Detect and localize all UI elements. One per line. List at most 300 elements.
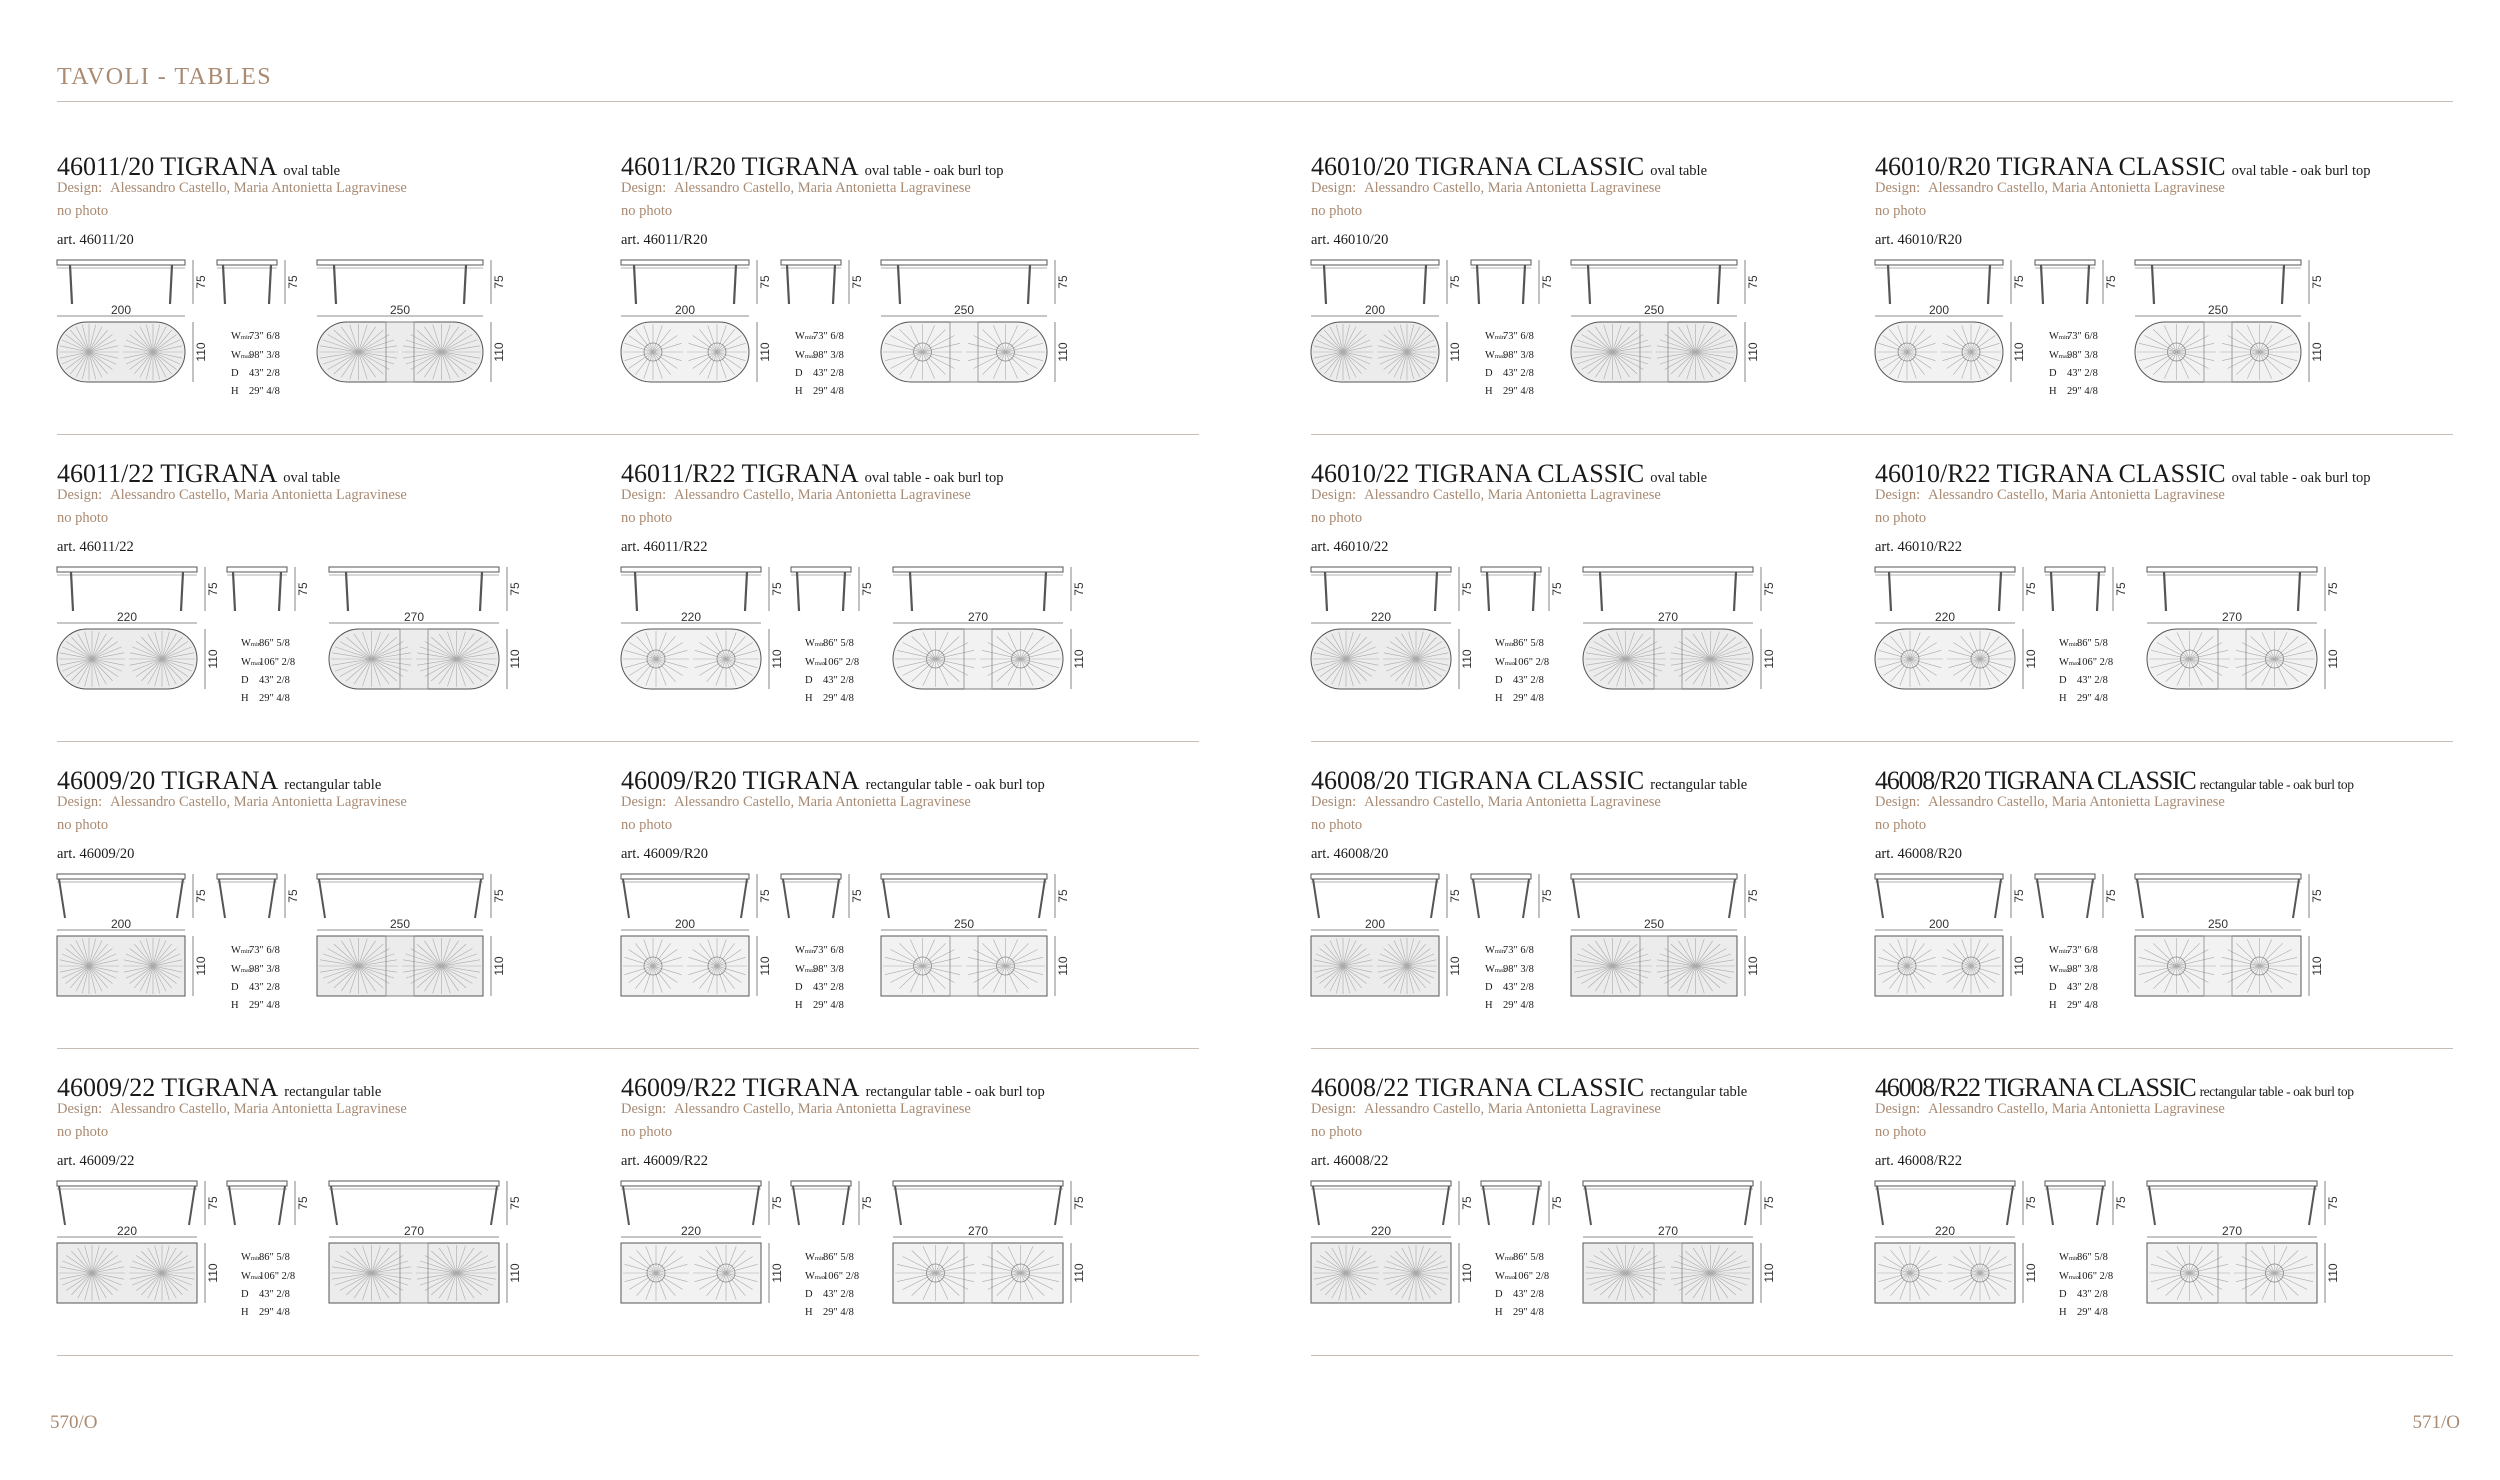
designer-credit [1311,180,1661,197]
height-dimension-label: 75 [492,275,506,289]
designer-label: Design: [1875,487,1921,503]
technical-drawing [1875,874,2375,1019]
spec-height: 29" 4/8 [823,692,854,704]
side-view-top [781,874,841,879]
product-name: 46010/R22 TIGRANA CLASSIC [1875,459,2226,488]
height-dimension-label: 75 [770,1196,784,1210]
spec-wmax-key: Wmax [241,1270,263,1282]
plan-view-small-width-label: 220 [1934,1224,1956,1238]
height-dimension-label: 75 [2326,1196,2340,1210]
height-dimension-label: 75 [758,889,772,903]
product-card [1875,152,2435,452]
product-title [1875,459,2371,489]
photo-note: no photo [621,203,673,219]
photo-note: no photo [57,203,109,219]
designer-names: Alessandro Castello, Maria Antonietta Lagravinese [674,794,971,810]
plan-view-small-depth-label: 110 [2012,342,2026,362]
front-view-small-top [1875,260,2003,265]
plan-view-large-depth-label: 110 [2310,342,2324,362]
front-view-large-legs [319,879,481,918]
plan-view-large-depth-label: 110 [492,342,506,362]
front-view-large-top [1571,260,1737,265]
spec-list [1495,1249,1549,1321]
side-view-top [2045,567,2105,572]
product-title [621,152,1004,182]
front-view-small-top [1311,260,1439,265]
product-name: 46010/22 TIGRANA CLASSIC [1311,459,1645,488]
photo-note: no photo [57,1124,109,1140]
spec-depth: 43" 2/8 [2067,368,2098,379]
product-name: 46011/20 TIGRANA [57,152,278,181]
spec-wmax-key: Wmax [795,963,817,975]
plan-view-small-width-label: 200 [1364,303,1386,317]
side-view-top [791,567,851,572]
spec-d-key: D [805,1289,813,1300]
plan-view-large-depth-label: 110 [2310,956,2324,976]
designer-names: Alessandro Castello, Maria Antonietta Lagravinese [1364,487,1661,503]
technical-drawing [621,260,1121,405]
spec-wmax: 106" 2/8 [259,1270,296,1282]
front-view-small-top [57,567,197,572]
product-description: oval table - oak burl top [864,163,1004,179]
product-name: 46010/20 TIGRANA CLASSIC [1311,152,1645,181]
height-dimension-label: 75 [1540,889,1554,903]
designer-label: Design: [1311,180,1357,196]
plan-view-large-depth-label: 110 [508,649,522,669]
plan-view-small-depth-label: 110 [758,956,772,976]
spec-depth: 43" 2/8 [259,675,290,686]
front-view-large-top [893,567,1063,572]
designer-credit [621,794,971,811]
spec-wmax: 106" 2/8 [1513,656,1550,668]
plan-view-small-width-label: 200 [674,917,696,931]
height-dimension-label: 75 [2114,1196,2128,1210]
product-description: oval table - oak burl top [2231,163,2371,179]
photo-note: no photo [621,817,673,833]
technical-drawing [1875,1181,2375,1326]
front-view-large-top [329,1181,499,1186]
plan-view-large-depth-label: 110 [1746,342,1760,362]
spec-wmax: 98" 3/8 [2067,349,2098,361]
spec-wmax-key: Wmax [1485,349,1507,361]
height-dimension-label: 75 [1746,275,1760,289]
row-divider [1311,741,2453,742]
photo-note: no photo [1875,203,1927,219]
front-view-small-top [621,260,749,265]
spec-d-key: D [1485,982,1493,993]
article-number: art. 46011/R22 [621,539,708,555]
designer-label: Design: [57,794,103,810]
plan-view-small-width-label: 220 [1370,610,1392,624]
designer-label: Design: [1875,794,1921,810]
height-dimension-label: 75 [296,1196,310,1210]
spec-wmin: 73" 6/8 [813,331,844,342]
spec-d-key: D [2059,675,2067,686]
spec-d-key: D [2049,982,2057,993]
product-description: oval table [1650,163,1708,179]
front-view-small-top [1311,874,1439,879]
plan-view-large-width-label: 250 [953,917,975,931]
spec-wmin-key: Wmin [1495,1252,1516,1263]
photo-note: no photo [57,510,109,526]
plan-view-small-depth-label: 110 [1448,342,1462,362]
side-view-legs [1473,879,1529,918]
spec-d-key: D [241,675,249,686]
plan-view-small-width-label: 200 [1364,917,1386,931]
height-dimension-label: 75 [2012,275,2026,289]
spec-wmax-key: Wmax [231,349,253,361]
side-view-top [2035,260,2095,265]
designer-credit [57,794,407,811]
spec-wmin: 73" 6/8 [2067,331,2098,342]
front-view-large-legs [2137,879,2299,918]
spec-h-key: H [1495,1306,1503,1318]
designer-label: Design: [57,487,103,503]
plan-view-large-width-label: 270 [2221,610,2243,624]
front-view-large-top [881,874,1047,879]
row-divider [57,1355,1199,1356]
spec-wmin-key: Wmin [2059,638,2080,649]
spec-wmax-key: Wmax [805,1270,827,1282]
front-view-small-top [1875,567,2015,572]
plan-view-small-width-label: 220 [116,610,138,624]
side-view-top [1471,260,1531,265]
height-dimension-label: 75 [2104,889,2118,903]
front-view-large-legs [895,1186,1061,1225]
spec-list [1485,942,1534,1014]
spec-wmax-key: Wmax [1495,1270,1517,1282]
product-title [621,766,1045,796]
product-title [57,766,381,796]
front-view-large-legs [346,572,482,611]
spec-height: 29" 4/8 [1513,692,1544,704]
spec-list [795,942,844,1014]
product-card [621,1073,1181,1373]
spec-height: 29" 4/8 [2077,1306,2108,1318]
plan-view-large-depth-label: 110 [1072,1263,1086,1283]
front-view-small-top [621,1181,761,1186]
spec-wmax-key: Wmax [231,963,253,975]
spec-depth: 43" 2/8 [249,368,280,379]
spec-wmax: 98" 3/8 [2067,963,2098,975]
spec-wmin: 86" 5/8 [259,638,290,649]
height-dimension-label: 75 [860,1196,874,1210]
product-description: oval table [283,470,341,486]
article-number: art. 46008/20 [1311,846,1389,862]
spec-wmax: 106" 2/8 [823,1270,860,1282]
front-view-small-legs [1877,879,2001,918]
plan-view-large-width-label: 250 [2207,917,2229,931]
spec-wmax: 98" 3/8 [249,349,280,361]
product-description: rectangular table - oak burl top [865,1084,1045,1100]
spec-list [805,1249,859,1321]
designer-names: Alessandro Castello, Maria Antonietta Lagravinese [110,1101,407,1117]
spec-height: 29" 4/8 [823,1306,854,1318]
plan-view-small-depth-label: 110 [2012,956,2026,976]
technical-drawing [1311,567,1811,712]
spec-height: 29" 4/8 [2067,999,2098,1011]
designer-credit [1311,794,1661,811]
spec-list [241,1249,295,1321]
side-view-legs [783,879,839,918]
product-card [1311,1073,1871,1373]
product-description: rectangular table [1650,1084,1748,1100]
article-number: art. 46011/R20 [621,232,708,248]
plan-view-small-width-label: 200 [1928,917,1950,931]
designer-credit [621,487,971,504]
article-number: art. 46008/22 [1311,1153,1389,1169]
side-view-top [2035,874,2095,879]
front-view-large-legs [2152,265,2284,304]
photo-note: no photo [1311,817,1363,833]
height-dimension-label: 75 [1072,582,1086,596]
side-view-legs [2041,265,2089,304]
spec-d-key: D [2049,368,2057,379]
article-number: art. 46008/R22 [1875,1153,1962,1169]
product-name: 46009/R20 TIGRANA [621,766,860,795]
spec-wmax-key: Wmax [805,656,827,668]
height-dimension-label: 75 [1746,889,1760,903]
spec-list [231,942,280,1014]
spec-wmax: 106" 2/8 [823,656,860,668]
height-dimension-label: 75 [286,275,300,289]
spec-h-key: H [1485,999,1493,1011]
spec-h-key: H [241,692,249,704]
product-title [1311,1073,1747,1103]
product-name: 46010/R20 TIGRANA CLASSIC [1875,152,2226,181]
product-description: rectangular table [284,777,382,793]
product-description: oval table - oak burl top [864,470,1004,486]
plan-view-small-depth-label: 110 [194,956,208,976]
plan-view-large-depth-label: 110 [1056,956,1070,976]
spec-wmin: 86" 5/8 [1513,1252,1544,1263]
height-dimension-label: 75 [1072,1196,1086,1210]
spec-list [1485,328,1534,400]
designer-label: Design: [1311,1101,1357,1117]
spec-h-key: H [231,385,239,397]
product-name: 46009/22 TIGRANA [57,1073,279,1102]
technical-drawing [1311,874,1811,1019]
product-name: 46008/22 TIGRANA CLASSIC [1311,1073,1645,1102]
front-view-small-legs [1313,879,1437,918]
technical-drawing [57,1181,557,1326]
plan-view-large-width-label: 250 [1643,303,1665,317]
front-view-small-legs [71,572,183,611]
product-name: 46009/R22 TIGRANA [621,1073,860,1102]
technical-drawing [1311,260,1811,405]
spec-d-key: D [1485,368,1493,379]
product-name: 46008/R20 TIGRANA CLASSIC [1875,766,2196,795]
technical-drawing [621,874,1121,1019]
designer-names: Alessandro Castello, Maria Antonietta Lagravinese [110,794,407,810]
spec-h-key: H [805,1306,813,1318]
row-divider [1311,1048,2453,1049]
spec-wmin-key: Wmin [231,331,252,342]
spec-wmin-key: Wmin [2049,331,2070,342]
spec-height: 29" 4/8 [2077,692,2108,704]
spec-wmax-key: Wmax [2059,656,2081,668]
spec-depth: 43" 2/8 [823,675,854,686]
height-dimension-label: 75 [1550,582,1564,596]
spec-wmin: 73" 6/8 [249,331,280,342]
front-view-small-top [621,567,761,572]
spec-d-key: D [2059,1289,2067,1300]
designer-credit [1875,180,2225,197]
side-view-legs [797,572,845,611]
designer-names: Alessandro Castello, Maria Antonietta Lagravinese [1928,794,2225,810]
row-divider [57,1048,1199,1049]
spec-depth: 43" 2/8 [1503,368,1534,379]
side-view-top [791,1181,851,1186]
plan-view-small-width-label: 220 [1370,1224,1392,1238]
spec-list [805,635,859,707]
front-view-large-legs [1573,879,1735,918]
height-dimension-label: 75 [860,582,874,596]
plan-view-large-width-label: 250 [389,917,411,931]
height-dimension-label: 75 [1540,275,1554,289]
front-view-small-legs [635,572,747,611]
product-card [621,459,1181,759]
height-dimension-label: 75 [1762,1196,1776,1210]
side-view-top [2045,1181,2105,1186]
front-view-large-legs [1585,1186,1751,1225]
plan-view-small-width-label: 200 [1928,303,1950,317]
front-view-small-top [1875,1181,2015,1186]
article-number: art. 46009/20 [57,846,135,862]
header-divider [57,101,2453,102]
spec-d-key: D [231,368,239,379]
designer-names: Alessandro Castello, Maria Antonietta Lagravinese [674,1101,971,1117]
photo-note: no photo [1311,1124,1363,1140]
plan-view-large-depth-label: 110 [1056,342,1070,362]
spec-wmax-key: Wmax [241,656,263,668]
height-dimension-label: 75 [286,889,300,903]
spec-h-key: H [2049,385,2057,397]
front-view-small-top [57,260,185,265]
spec-height: 29" 4/8 [813,999,844,1011]
height-dimension-label: 75 [296,582,310,596]
technical-drawing [621,567,1121,712]
article-number: art. 46011/22 [57,539,134,555]
side-view-legs [2047,1186,2103,1225]
spec-wmin: 86" 5/8 [2077,1252,2108,1263]
front-view-large-top [317,874,483,879]
front-view-small-top [1311,1181,1451,1186]
side-view-legs [2037,879,2093,918]
row-divider [1311,434,2453,435]
product-card [621,152,1181,452]
plan-view-large-depth-label: 110 [1762,1263,1776,1283]
front-view-large-legs [883,879,1045,918]
spec-depth: 43" 2/8 [2067,982,2098,993]
height-dimension-label: 75 [206,1196,220,1210]
height-dimension-label: 75 [2024,1196,2038,1210]
designer-names: Alessandro Castello, Maria Antonietta Lagravinese [1364,1101,1661,1117]
plan-view-large-width-label: 250 [1643,917,1665,931]
spec-wmin-key: Wmin [1485,945,1506,956]
spec-wmin: 73" 6/8 [1503,945,1534,956]
article-number: art. 46009/R22 [621,1153,708,1169]
product-title [57,459,340,489]
spec-height: 29" 4/8 [259,692,290,704]
height-dimension-label: 75 [1550,1196,1564,1210]
spec-depth: 43" 2/8 [813,368,844,379]
designer-label: Design: [1311,487,1357,503]
spec-d-key: D [795,368,803,379]
height-dimension-label: 75 [850,889,864,903]
spec-height: 29" 4/8 [1503,999,1534,1011]
spec-wmax-key: Wmax [1485,963,1507,975]
designer-names: Alessandro Castello, Maria Antonietta Lagravinese [1928,487,2225,503]
front-view-small-legs [1888,265,1990,304]
spec-depth: 43" 2/8 [813,982,844,993]
plan-view-small-depth-label: 110 [2024,649,2038,669]
side-view-legs [219,879,275,918]
designer-names: Alessandro Castello, Maria Antonietta Lagravinese [674,180,971,196]
plan-view-large-depth-label: 110 [492,956,506,976]
spec-list [795,328,844,400]
plan-view-large-depth-label: 110 [2326,1263,2340,1283]
spec-wmin: 86" 5/8 [1513,638,1544,649]
spec-depth: 43" 2/8 [259,1289,290,1300]
product-card [1875,459,2435,759]
plan-view-small-depth-label: 110 [770,649,784,669]
row-divider [1311,1355,2453,1356]
side-view-legs [229,1186,285,1225]
designer-label: Design: [57,1101,103,1117]
plan-view-large-width-label: 250 [2207,303,2229,317]
height-dimension-label: 75 [1762,582,1776,596]
technical-drawing [1311,1181,1811,1326]
spec-h-key: H [231,999,239,1011]
plan-view-small-depth-label: 110 [194,342,208,362]
spec-wmax: 98" 3/8 [813,963,844,975]
spec-h-key: H [2059,692,2067,704]
product-description: rectangular table - oak burl top [2199,777,2354,792]
plan-view-large-width-label: 270 [2221,1224,2243,1238]
spec-depth: 43" 2/8 [1503,982,1534,993]
spec-wmin: 86" 5/8 [823,1252,854,1263]
article-number: art. 46010/R22 [1875,539,1962,555]
plan-view-small-width-label: 220 [1934,610,1956,624]
designer-label: Design: [621,794,667,810]
spec-h-key: H [241,1306,249,1318]
height-dimension-label: 75 [2326,582,2340,596]
front-view-large-legs [331,1186,497,1225]
spec-height: 29" 4/8 [259,1306,290,1318]
spec-h-key: H [1485,385,1493,397]
photo-note: no photo [1875,817,1927,833]
spec-depth: 43" 2/8 [1513,675,1544,686]
technical-drawing [1875,260,2375,405]
side-view-legs [1477,265,1525,304]
product-name: 46011/R20 TIGRANA [621,152,859,181]
height-dimension-label: 75 [2114,582,2128,596]
spec-wmin-key: Wmin [795,945,816,956]
section-title: TAVOLI - TABLES [57,64,273,90]
front-view-small-top [1875,874,2003,879]
spec-list [2049,328,2098,400]
designer-credit [1311,487,1661,504]
front-view-small-top [57,874,185,879]
side-view-legs [793,1186,849,1225]
plan-view-large-width-label: 250 [953,303,975,317]
designer-label: Design: [1875,180,1921,196]
designer-credit [1875,794,2225,811]
front-view-small-legs [623,879,747,918]
designer-names: Alessandro Castello, Maria Antonietta Lagravinese [110,180,407,196]
plan-view-large-width-label: 270 [967,1224,989,1238]
